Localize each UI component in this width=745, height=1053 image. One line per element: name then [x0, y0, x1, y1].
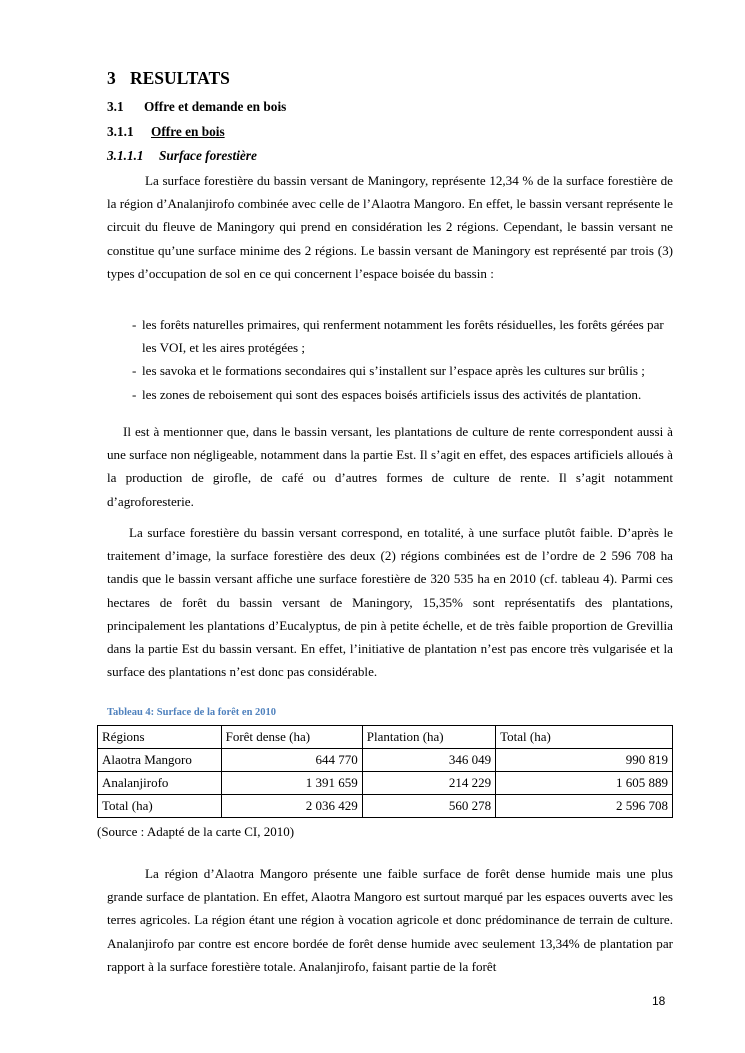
table-cell: 2 036 429 [221, 795, 362, 818]
paragraph-regions-comparison: La région d’Alaotra Mangoro présente une faible surface de forêt dense humide mais une plus grande surface de plantation. En effet, Alaotra Mangoro est surtout marqué par les espaces ouverts avec les terres agricoles. La région étant une région à vocation agricole et donc prédominance de terrain de culture. Analanjirofo par contre est encore bordée de forêt dense humide avec seulement 13,34% de plantation par rapport à la surface forestière totale. Analanjirofo, faisant partie de la forêt [107, 866, 673, 974]
table-row [98, 795, 673, 818]
list-dash: - [132, 386, 137, 402]
table-header-cell: Régions [98, 726, 222, 749]
table-cell: 990 819 [496, 749, 673, 772]
heading-level2-title: Offre et demande en bois [144, 99, 287, 114]
list-item [107, 313, 673, 359]
page-number: 18 [652, 994, 666, 1008]
heading-level2 [107, 99, 286, 115]
table-caption: Tableau 4: Surface de la forêt en 2010 [107, 707, 277, 718]
table-cell: Total (ha) [98, 795, 222, 818]
table-header-row [98, 726, 673, 749]
table-cell: 214 229 [362, 772, 495, 795]
heading-level4-number: 3.1.1.1 [107, 148, 144, 163]
heading-level4 [107, 148, 257, 164]
heading-level3-number: 3.1.1 [107, 124, 134, 139]
heading-level3 [107, 124, 225, 140]
paragraph-forest-surface: La surface forestière du bassin versant de Maningory, représente 12,34 % de la surface forestière de la région d’Analanjirofo combinée avec celle de l’Alaotra Mangoro. En effet, le bassin versant représente le circuit du fleuve de Maningory qui prend en considération les 2 régions. Cependant, le bassin versant ne constitue qu’une surface minime des 2 régions. Le bassin versant de Maningory est représenté par trois (3) types d’occupation de sol en ce qui concernent l’espace boisée du bassin : [107, 173, 673, 281]
table-header-cell: Plantation (ha) [362, 726, 495, 749]
heading-level1 [107, 68, 230, 89]
forest-surface-table [97, 725, 673, 818]
table-cell: Alaotra Mangoro [98, 749, 222, 772]
table-source: (Source : Adapté de la carte CI, 2010) [97, 824, 295, 839]
table-cell: 2 596 708 [496, 795, 673, 818]
list-item-text: les zones de reboisement qui sont des espaces boisés artificiels issus des activités de plantation. [142, 386, 642, 402]
heading-level1-number: 3 [107, 68, 116, 88]
land-use-list [107, 313, 673, 406]
list-item-text: les forêts naturelles primaires, qui renferment notamment les forêts résiduelles, les forêts gérées par les VOI, et les aires protégées ; [142, 317, 664, 356]
table-row [98, 772, 673, 795]
heading-level2-number: 3.1 [107, 99, 124, 114]
list-item-text: les savoka et le formations secondaires qui s’installent sur l’espace après les cultures sur brûlis ; [142, 363, 645, 379]
table-cell: 560 278 [362, 795, 495, 818]
paragraph-cash-crops: Il est à mentionner que, dans le bassin versant, les plantations de culture de rente correspondent aussi à une surface non négligeable, notamment dans la partie Est. Il s’agit en effet, des espaces artificiels alloués à la production de girofle, de café ou d’autres formes de culture de rente. Il s’agit notamment d’agroforesterie. [107, 424, 673, 509]
list-dash: - [132, 363, 137, 379]
heading-level4-title: Surface forestière [159, 148, 257, 163]
table-cell: 1 391 659 [221, 772, 362, 795]
table-header-cell: Forêt dense (ha) [221, 726, 362, 749]
table-header-cell: Total (ha) [496, 726, 673, 749]
paragraph-forest-totals: La surface forestière du bassin versant correspond, en totalité, à une surface plutôt faible. D’après le traitement d’image, la surface forestière des deux (2) régions combinées est de l’ordre de 2 596 708 ha tandis que le bassin versant affiche une surface forestière de 320 535 ha en 2010 (cf. tableau 4). Parmi ces hectares de forêt du bassin versant de Maningory, 15,35% sont représentatifs des plantations, principalement les plantations d’Eucalyptus, de pin à petite échelle, et de très faible proportion de Grevillia dans la partie Est du bassin versant. En effet, l’initiative de plantation n’est pas encore très vulgarisée et la surface des plantations n’est donc pas considérable. [107, 525, 673, 680]
table-cell: 1 605 889 [496, 772, 673, 795]
heading-level1-title: RESULTATS [130, 68, 230, 88]
table-cell: 346 049 [362, 749, 495, 772]
list-dash: - [132, 317, 137, 332]
heading-level3-title: Offre en bois [151, 124, 225, 139]
list-item [107, 359, 673, 382]
table-cell: 644 770 [221, 749, 362, 772]
list-item [107, 383, 673, 406]
table-row [98, 749, 673, 772]
table-cell: Analanjirofo [98, 772, 222, 795]
